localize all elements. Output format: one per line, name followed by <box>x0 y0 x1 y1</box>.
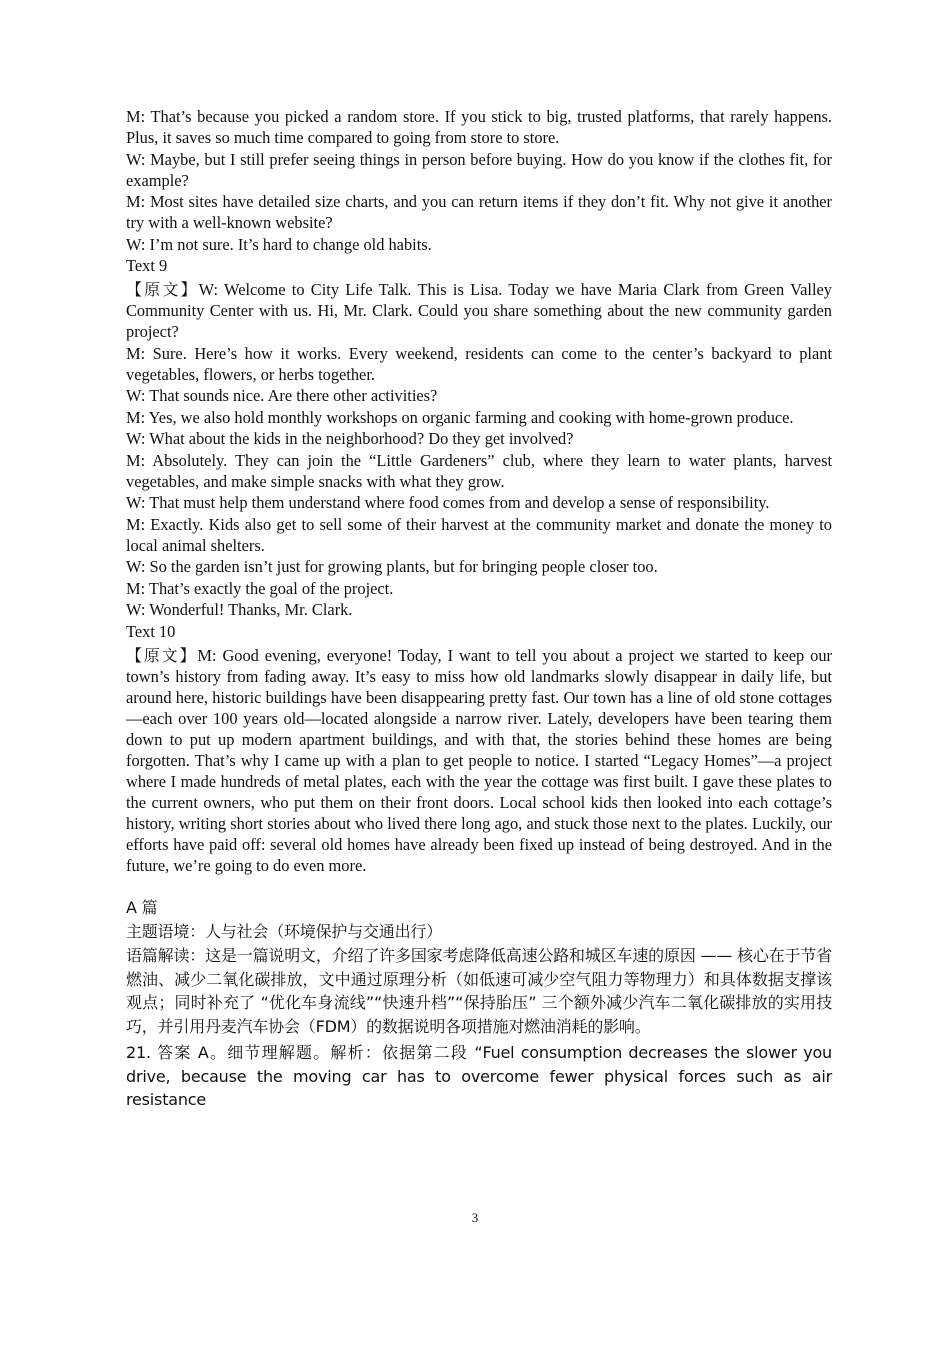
text10-heading: Text 10 <box>126 621 176 641</box>
yuanwen-label: 【原文】 <box>126 645 198 665</box>
monologue-paragraph <box>126 645 832 876</box>
dialogue-text: W: Welcome to City Life Talk. This is Lisa. Today we have Maria Clark from Green Valley Community Center with us. Hi, Mr. Clark. Could you share something about the new community garden project? <box>126 280 832 341</box>
yuanwen-label: 【原文】 <box>126 280 199 299</box>
dialogue-line: M: Exactly. Kids also get to sell some of their harvest at the community market and donate the money to local animal shelters. <box>126 514 832 555</box>
section-spacer <box>126 876 832 896</box>
dialogue-line: M: Sure. Here’s how it works. Every weekend, residents can come to the center’s backyard to plant vegetables, flowers, or herbs together. <box>126 343 832 384</box>
document-page <box>126 106 832 1112</box>
dialogue-line: W: Maybe, but I still prefer seeing things in person before buying. How do you know if the clothes fit, for example? <box>126 149 832 190</box>
dialogue-line: W: I’m not sure. It’s hard to change old habits. <box>126 234 432 254</box>
dialogue-line: W: So the garden isn’t just for growing plants, but for bringing people closer too. <box>126 557 658 576</box>
answer-21: 21. 答案 A。细节理解题。解析：依据第二段 “Fuel consumption decreases the slower you drive, because the moving car has to overcome fewer physical forces such as air resistance <box>126 1043 832 1109</box>
dialogue-line: W: That sounds nice. Are there other activities? <box>126 386 438 405</box>
dialogue-line: W: Wonderful! Thanks, Mr. Clark. <box>126 600 353 619</box>
page-number: 3 <box>471 1210 479 1225</box>
section-heading: A 篇 <box>126 898 158 917</box>
dialogue-line <box>126 279 832 342</box>
text9-heading: Text 9 <box>126 256 168 275</box>
dialogue-line: M: That’s because you picked a random store. If you stick to big, trusted platforms, that rarely happens. Plus, it saves so much time compared to going from store to store. <box>126 107 832 147</box>
dialogue-line: M: That’s exactly the goal of the project. <box>126 578 394 598</box>
dialogue-line: M: Absolutely. They can join the “Little Gardeners” club, where they learn to water plants, harvest vegetables, and make simple snacks with what they grow. <box>126 450 832 491</box>
passage-interpretation: 语篇解读：这是一篇说明文，介绍了许多国家考虑降低高速公路和城区车速的原因 —— 核心在于节省燃油、减少二氧化碳排放，文中通过原理分析（如低速可减少空气阻力等物理力）和具体数据支撑该观点；同时补充了 “优化车身流线”“快速升档”“保持胎压” 三个额外减少汽车二氧化碳排放的实用技巧，并引用丹麦汽车协会（FDM）的数据说明各项措施对燃油消耗的影响。 <box>126 946 832 1036</box>
dialogue-line: W: What about the kids in the neighborhood? Do they get involved? <box>126 429 574 448</box>
dialogue-line: W: That must help them understand where food comes from and develop a sense of responsibility. <box>126 493 770 512</box>
dialogue-line: M: Yes, we also hold monthly workshops on organic farming and cooking with home-grown produce. <box>126 407 794 427</box>
theme-context: 主题语境：人与社会（环境保护与交通出行） <box>126 922 443 941</box>
monologue-text: M: Good evening, everyone! Today, I want to tell you about a project we started to keep our town’s history from fading away. It’s easy to miss how old landmarks slowly disappear in daily life, but around here, historic buildings have been disappearing pretty fast. Our town has a line of old stone cottages—each over 100 years old—located alongside a narrow river. Lately, developers have been tearing them down to put up modern apartment buildings, and with that, the stories behind these homes are being forgotten. That’s why I came up with a plan to get people to notice. I started “Legacy Homes”—a project where I made hundreds of metal plates, each with the year the cottage was first built. I gave these plates to the current owners, who put them on their front doors. Local school kids then looked into each cottage’s history, writing short stories about who lived there long ago, and stuck those next to the plates. Luckily, our efforts have paid off: several old homes have already been fixed up instead of being destroyed. And in the future, we’re going to do even more. <box>126 645 832 875</box>
dialogue-line: M: Most sites have detailed size charts, and you can return items if they don’t fit. Why not give it another try with a well-known website? <box>126 192 832 232</box>
